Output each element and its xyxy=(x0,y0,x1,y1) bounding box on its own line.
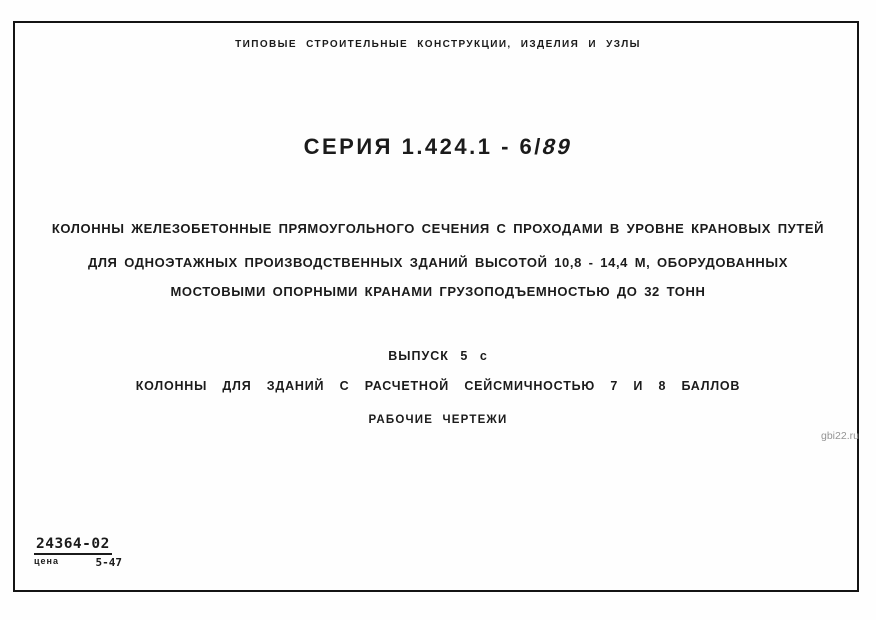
issue-subtitle: КОЛОННЫ ДЛЯ ЗДАНИЙ С РАСЧЕТНОЙ СЕЙСМИЧНОСТЬЮ 7 И 8 БАЛЛОВ xyxy=(135,379,741,393)
catalog-stamp xyxy=(34,535,122,569)
document-type-label: РАБОЧИЕ ЧЕРТЕЖИ xyxy=(368,414,508,426)
issue-number: ВЫПУСК 5 с xyxy=(388,349,488,363)
description-line-3: МОСТОВЫМИ ОПОРНЫМИ КРАНАМИ ГРУЗОПОДЪЕМНОСТЬЮ ДО 32 ТОНН xyxy=(170,284,706,299)
price-label: цена xyxy=(34,556,59,566)
series-title xyxy=(0,134,876,160)
site-watermark: gbi22.ru xyxy=(821,430,859,442)
catalog-code: 24364-02 xyxy=(34,536,112,555)
document-category-header: ТИПОВЫЕ СТРОИТЕЛЬНЫЕ КОНСТРУКЦИИ, ИЗДЕЛИЯ И УЗЛЫ xyxy=(235,39,641,50)
page-border-frame xyxy=(13,21,859,592)
series-year-handwritten: 89 xyxy=(539,134,576,159)
series-number: СЕРИЯ 1.424.1 - 6/ xyxy=(303,134,543,159)
description-line-2: ДЛЯ ОДНОЭТАЖНЫХ ПРОИЗВОДСТВЕННЫХ ЗДАНИЙ ВЫСОТОЙ 10,8 - 14,4 М, ОБОРУДОВАННЫХ xyxy=(87,255,789,270)
price-row xyxy=(34,556,122,569)
price-value: 5-47 xyxy=(95,556,122,569)
description-line-1: КОЛОННЫ ЖЕЛЕЗОБЕТОННЫЕ ПРЯМОУГОЛЬНОГО СЕЧЕНИЯ С ПРОХОДАМИ В УРОВНЕ КРАНОВЫХ ПУТЕЙ xyxy=(51,221,825,236)
